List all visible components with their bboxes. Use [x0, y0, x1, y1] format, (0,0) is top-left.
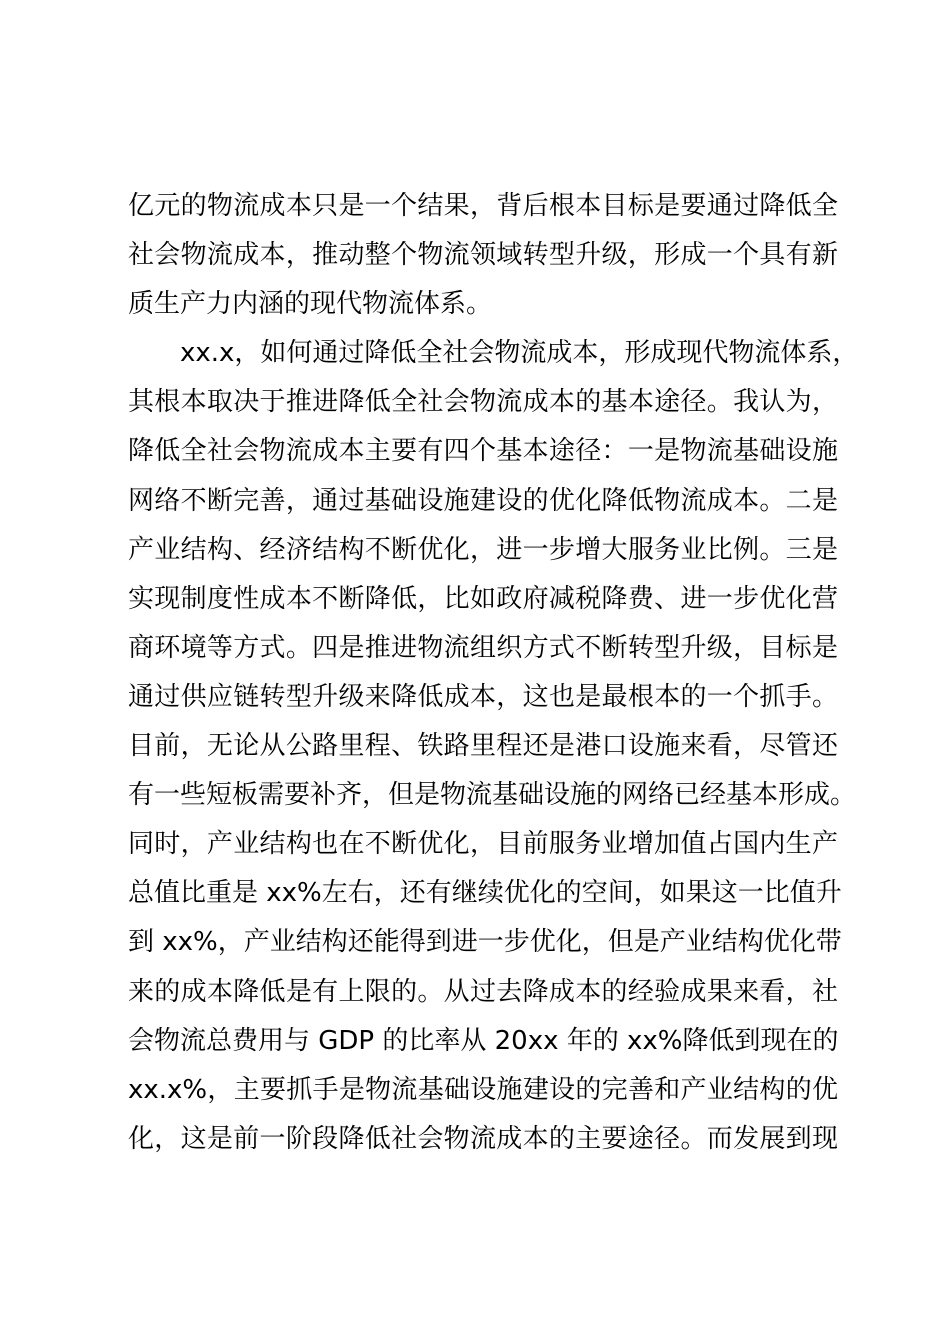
text-line-16: 到 xx%，产业结构还能得到进一步优化，但是产业结构优化带: [128, 927, 842, 958]
text-line-20: 化，这是前一阶段降低社会物流成本的主要途径。而发展到现: [128, 1123, 838, 1154]
text-line-10: 商环境等方式。四是推进物流组织方式不断转型升级，目标是: [128, 632, 838, 663]
text-line-17: 来的成本降低是有上限的。从过去降成本的经验成果来看，社: [128, 976, 838, 1007]
text-line-19: xx.x%，主要抓手是物流基础设施建设的完善和产业结构的优: [128, 1074, 838, 1105]
text-line-4: xx.x，如何通过降低全社会物流成本，形成现代物流体系，: [180, 338, 859, 369]
text-line-11: 通过供应链转型升级来降低成本，这也是最根本的一个抓手。: [128, 681, 838, 712]
text-line-9: 实现制度性成本不断降低，比如政府减税降费、进一步优化营: [128, 583, 838, 614]
text-line-1: 亿元的物流成本只是一个结果，背后根本目标是要通过降低全: [128, 191, 838, 221]
text-line-7: 网络不断完善，通过基础设施建设的优化降低物流成本。二是: [128, 485, 838, 516]
text-line-5: 其根本取决于推进降低全社会物流成本的基本途径。我认为，: [128, 387, 838, 418]
text-line-15: 总值比重是 xx%左右，还有继续优化的空间，如果这一比值升: [128, 878, 842, 909]
text-line-2: 社会物流成本，推动整个物流领域转型升级，形成一个具有新: [128, 240, 838, 271]
text-line-8: 产业结构、经济结构不断优化，进一步增大服务业比例。三是: [128, 534, 838, 565]
text-line-13: 有一些短板需要补齐，但是物流基础设施的网络已经基本形成。: [128, 780, 857, 811]
text-line-14: 同时，产业结构也在不断优化，目前服务业增加值占国内生产: [128, 829, 838, 860]
text-line-12: 目前，无论从公路里程、铁路里程还是港口设施来看，尽管还: [128, 731, 838, 762]
body-text: [128, 182, 859, 1164]
text-line-18: 会物流总费用与 GDP 的比率从 20xx 年的 xx%降低到现在的: [128, 1025, 839, 1056]
text-line-6: 降低全社会物流成本主要有四个基本途径：一是物流基础设施: [128, 436, 838, 467]
text-line-3: 质生产力内涵的现代物流体系。: [128, 289, 493, 320]
